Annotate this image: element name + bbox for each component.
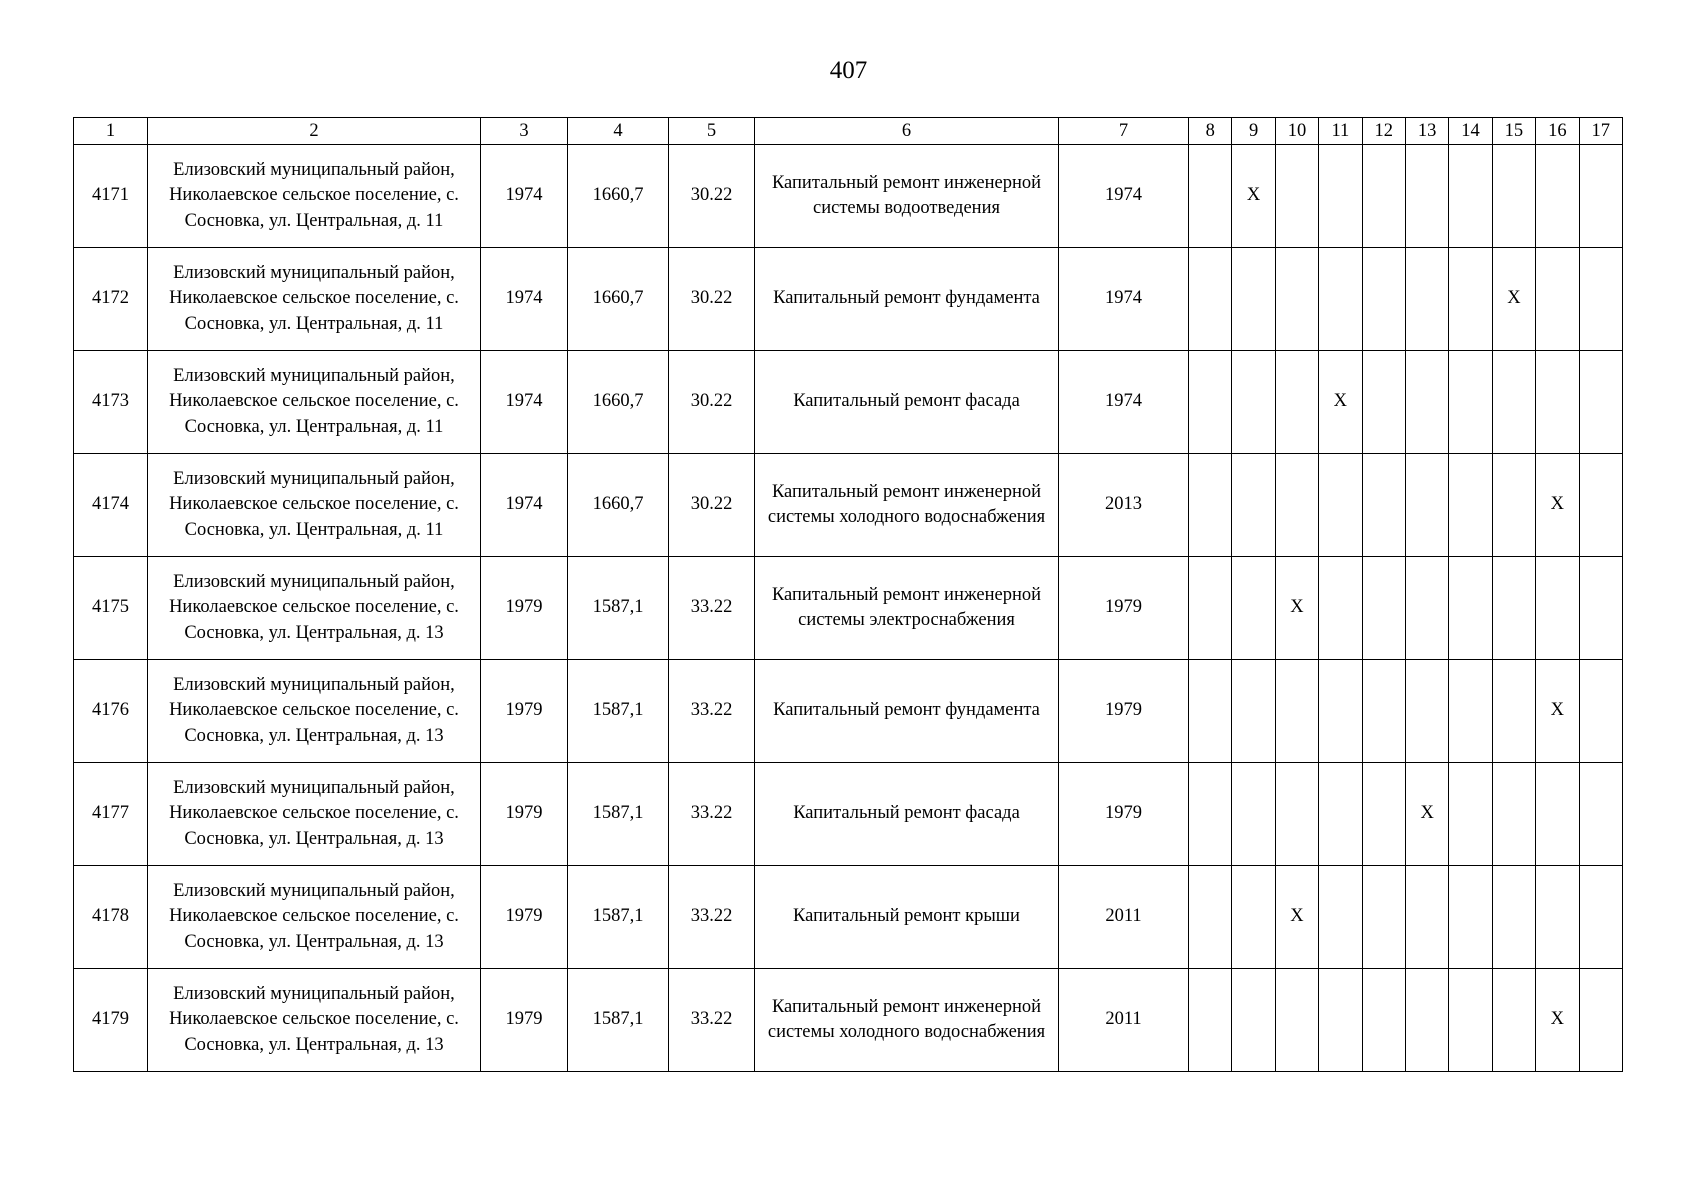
period-mark-cell <box>1405 557 1448 660</box>
table-row <box>74 660 1623 763</box>
address-cell: Елизовский муниципальный район, Николаевское сельское поселение, с. Сосновка, ул. Центральная, д. 13 <box>148 969 481 1072</box>
period-mark-cell <box>1189 454 1232 557</box>
period-mark-cell <box>1362 557 1405 660</box>
year-built-cell: 1979 <box>481 866 568 969</box>
period-mark-cell <box>1319 454 1362 557</box>
address-cell: Елизовский муниципальный район, Николаевское сельское поселение, с. Сосновка, ул. Центральная, д. 11 <box>148 454 481 557</box>
last-repair-year-cell: 1979 <box>1059 557 1189 660</box>
period-mark-cell <box>1275 454 1318 557</box>
table-row <box>74 248 1623 351</box>
work-type-cell: Капитальный ремонт фундамента <box>755 660 1059 763</box>
table-row <box>74 454 1623 557</box>
period-mark-cell <box>1362 763 1405 866</box>
row-number-cell: 4176 <box>74 660 148 763</box>
last-repair-year-cell: 1974 <box>1059 351 1189 454</box>
column-header: 3 <box>481 118 568 145</box>
page-number: 407 <box>829 57 868 84</box>
row-number-cell: 4179 <box>74 969 148 1072</box>
period-mark-cell <box>1536 145 1579 248</box>
period-mark-cell <box>1449 763 1492 866</box>
work-type-cell: Капитальный ремонт инженерной системы холодного водоснабжения <box>755 969 1059 1072</box>
period-mark-cell <box>1536 557 1579 660</box>
column-header: 13 <box>1405 118 1448 145</box>
row-number-cell: 4175 <box>74 557 148 660</box>
period-mark-cell: X <box>1536 969 1579 1072</box>
row-number-cell: 4173 <box>74 351 148 454</box>
period-mark-cell <box>1579 763 1622 866</box>
year-built-cell: 1979 <box>481 557 568 660</box>
wear-cell: 30.22 <box>669 145 755 248</box>
period-mark-cell <box>1579 866 1622 969</box>
period-mark-cell <box>1492 969 1535 1072</box>
period-mark-cell: X <box>1319 351 1362 454</box>
column-header: 15 <box>1492 118 1535 145</box>
year-built-cell: 1974 <box>481 351 568 454</box>
column-header: 1 <box>74 118 148 145</box>
period-mark-cell <box>1189 248 1232 351</box>
address-cell: Елизовский муниципальный район, Николаевское сельское поселение, с. Сосновка, ул. Центральная, д. 13 <box>148 866 481 969</box>
column-header: 10 <box>1275 118 1318 145</box>
work-type-cell: Капитальный ремонт крыши <box>755 866 1059 969</box>
table-body <box>74 145 1623 1072</box>
work-type-cell: Капитальный ремонт инженерной системы холодного водоснабжения <box>755 454 1059 557</box>
address-cell: Елизовский муниципальный район, Николаевское сельское поселение, с. Сосновка, ул. Центральная, д. 13 <box>148 763 481 866</box>
period-mark-cell <box>1232 866 1275 969</box>
period-mark-cell <box>1492 660 1535 763</box>
wear-cell: 33.22 <box>669 866 755 969</box>
column-header: 4 <box>568 118 669 145</box>
period-mark-cell <box>1579 454 1622 557</box>
period-mark-cell <box>1579 248 1622 351</box>
area-cell: 1660,7 <box>568 454 669 557</box>
period-mark-cell <box>1449 557 1492 660</box>
work-type-cell: Капитальный ремонт фасада <box>755 763 1059 866</box>
period-mark-cell <box>1232 454 1275 557</box>
period-mark-cell <box>1405 866 1448 969</box>
table-row <box>74 145 1623 248</box>
period-mark-cell <box>1536 866 1579 969</box>
address-cell: Елизовский муниципальный район, Николаевское сельское поселение, с. Сосновка, ул. Центральная, д. 13 <box>148 557 481 660</box>
wear-cell: 33.22 <box>669 660 755 763</box>
period-mark-cell <box>1189 145 1232 248</box>
period-mark-cell <box>1405 248 1448 351</box>
period-mark-cell: X <box>1492 248 1535 351</box>
period-mark-cell <box>1319 145 1362 248</box>
period-mark-cell <box>1189 351 1232 454</box>
period-mark-cell <box>1492 351 1535 454</box>
column-header: 5 <box>669 118 755 145</box>
last-repair-year-cell: 2013 <box>1059 454 1189 557</box>
address-cell: Елизовский муниципальный район, Николаевское сельское поселение, с. Сосновка, ул. Центральная, д. 11 <box>148 145 481 248</box>
period-mark-cell <box>1579 660 1622 763</box>
column-header: 11 <box>1319 118 1362 145</box>
period-mark-cell <box>1189 866 1232 969</box>
last-repair-year-cell: 1979 <box>1059 763 1189 866</box>
column-header: 6 <box>755 118 1059 145</box>
column-header: 8 <box>1189 118 1232 145</box>
period-mark-cell <box>1405 351 1448 454</box>
period-mark-cell <box>1319 660 1362 763</box>
period-mark-cell <box>1449 454 1492 557</box>
address-cell: Елизовский муниципальный район, Николаевское сельское поселение, с. Сосновка, ул. Центральная, д. 13 <box>148 660 481 763</box>
period-mark-cell <box>1232 351 1275 454</box>
year-built-cell: 1979 <box>481 763 568 866</box>
column-header: 14 <box>1449 118 1492 145</box>
area-cell: 1587,1 <box>568 969 669 1072</box>
period-mark-cell <box>1232 969 1275 1072</box>
period-mark-cell <box>1492 454 1535 557</box>
period-mark-cell <box>1449 866 1492 969</box>
last-repair-year-cell: 1974 <box>1059 145 1189 248</box>
period-mark-cell <box>1449 660 1492 763</box>
area-cell: 1587,1 <box>568 763 669 866</box>
work-type-cell: Капитальный ремонт фасада <box>755 351 1059 454</box>
repair-registry-table <box>73 117 1623 1072</box>
column-header: 7 <box>1059 118 1189 145</box>
column-header: 9 <box>1232 118 1275 145</box>
column-header: 16 <box>1536 118 1579 145</box>
period-mark-cell <box>1405 969 1448 1072</box>
period-mark-cell <box>1362 969 1405 1072</box>
area-cell: 1587,1 <box>568 866 669 969</box>
period-mark-cell <box>1579 969 1622 1072</box>
area-cell: 1587,1 <box>568 660 669 763</box>
period-mark-cell <box>1319 969 1362 1072</box>
wear-cell: 30.22 <box>669 248 755 351</box>
last-repair-year-cell: 2011 <box>1059 866 1189 969</box>
period-mark-cell <box>1362 145 1405 248</box>
period-mark-cell: X <box>1536 454 1579 557</box>
period-mark-cell <box>1189 557 1232 660</box>
year-built-cell: 1979 <box>481 660 568 763</box>
last-repair-year-cell: 1974 <box>1059 248 1189 351</box>
last-repair-year-cell: 1979 <box>1059 660 1189 763</box>
period-mark-cell <box>1449 351 1492 454</box>
period-mark-cell <box>1579 557 1622 660</box>
period-mark-cell <box>1232 248 1275 351</box>
column-header: 2 <box>148 118 481 145</box>
period-mark-cell <box>1275 763 1318 866</box>
period-mark-cell <box>1536 248 1579 351</box>
period-mark-cell: X <box>1536 660 1579 763</box>
wear-cell: 33.22 <box>669 763 755 866</box>
period-mark-cell <box>1492 763 1535 866</box>
row-number-cell: 4171 <box>74 145 148 248</box>
area-cell: 1660,7 <box>568 351 669 454</box>
row-number-cell: 4172 <box>74 248 148 351</box>
period-mark-cell <box>1319 248 1362 351</box>
wear-cell: 33.22 <box>669 969 755 1072</box>
work-type-cell: Капитальный ремонт инженерной системы электроснабжения <box>755 557 1059 660</box>
period-mark-cell: X <box>1232 145 1275 248</box>
period-mark-cell <box>1319 763 1362 866</box>
period-mark-cell <box>1319 557 1362 660</box>
period-mark-cell <box>1275 145 1318 248</box>
header-row <box>74 118 1623 145</box>
period-mark-cell <box>1275 969 1318 1072</box>
wear-cell: 30.22 <box>669 351 755 454</box>
period-mark-cell <box>1536 763 1579 866</box>
column-header: 12 <box>1362 118 1405 145</box>
period-mark-cell <box>1536 351 1579 454</box>
period-mark-cell <box>1449 248 1492 351</box>
table-row <box>74 866 1623 969</box>
period-mark-cell <box>1362 454 1405 557</box>
work-type-cell: Капитальный ремонт инженерной системы водоотведения <box>755 145 1059 248</box>
period-mark-cell <box>1189 969 1232 1072</box>
period-mark-cell <box>1275 660 1318 763</box>
period-mark-cell <box>1492 145 1535 248</box>
address-cell: Елизовский муниципальный район, Николаевское сельское поселение, с. Сосновка, ул. Центральная, д. 11 <box>148 248 481 351</box>
period-mark-cell <box>1189 660 1232 763</box>
period-mark-cell <box>1232 557 1275 660</box>
period-mark-cell <box>1232 660 1275 763</box>
wear-cell: 33.22 <box>669 557 755 660</box>
period-mark-cell <box>1449 969 1492 1072</box>
period-mark-cell <box>1275 351 1318 454</box>
period-mark-cell <box>1189 763 1232 866</box>
area-cell: 1660,7 <box>568 248 669 351</box>
period-mark-cell <box>1405 454 1448 557</box>
period-mark-cell <box>1579 351 1622 454</box>
table-row <box>74 351 1623 454</box>
wear-cell: 30.22 <box>669 454 755 557</box>
last-repair-year-cell: 2011 <box>1059 969 1189 1072</box>
address-cell: Елизовский муниципальный район, Николаевское сельское поселение, с. Сосновка, ул. Центральная, д. 11 <box>148 351 481 454</box>
period-mark-cell: X <box>1405 763 1448 866</box>
period-mark-cell <box>1362 866 1405 969</box>
work-type-cell: Капитальный ремонт фундамента <box>755 248 1059 351</box>
period-mark-cell <box>1492 866 1535 969</box>
period-mark-cell <box>1362 660 1405 763</box>
period-mark-cell <box>1362 351 1405 454</box>
period-mark-cell: X <box>1275 866 1318 969</box>
area-cell: 1587,1 <box>568 557 669 660</box>
table-row <box>74 557 1623 660</box>
year-built-cell: 1974 <box>481 454 568 557</box>
table-row <box>74 969 1623 1072</box>
area-cell: 1660,7 <box>568 145 669 248</box>
row-number-cell: 4174 <box>74 454 148 557</box>
period-mark-cell <box>1319 866 1362 969</box>
column-header: 17 <box>1579 118 1622 145</box>
period-mark-cell <box>1275 248 1318 351</box>
table-row <box>74 763 1623 866</box>
period-mark-cell: X <box>1275 557 1318 660</box>
period-mark-cell <box>1449 145 1492 248</box>
period-mark-cell <box>1232 763 1275 866</box>
year-built-cell: 1979 <box>481 969 568 1072</box>
period-mark-cell <box>1579 145 1622 248</box>
period-mark-cell <box>1362 248 1405 351</box>
period-mark-cell <box>1492 557 1535 660</box>
year-built-cell: 1974 <box>481 145 568 248</box>
period-mark-cell <box>1405 660 1448 763</box>
row-number-cell: 4177 <box>74 763 148 866</box>
year-built-cell: 1974 <box>481 248 568 351</box>
row-number-cell: 4178 <box>74 866 148 969</box>
period-mark-cell <box>1405 145 1448 248</box>
